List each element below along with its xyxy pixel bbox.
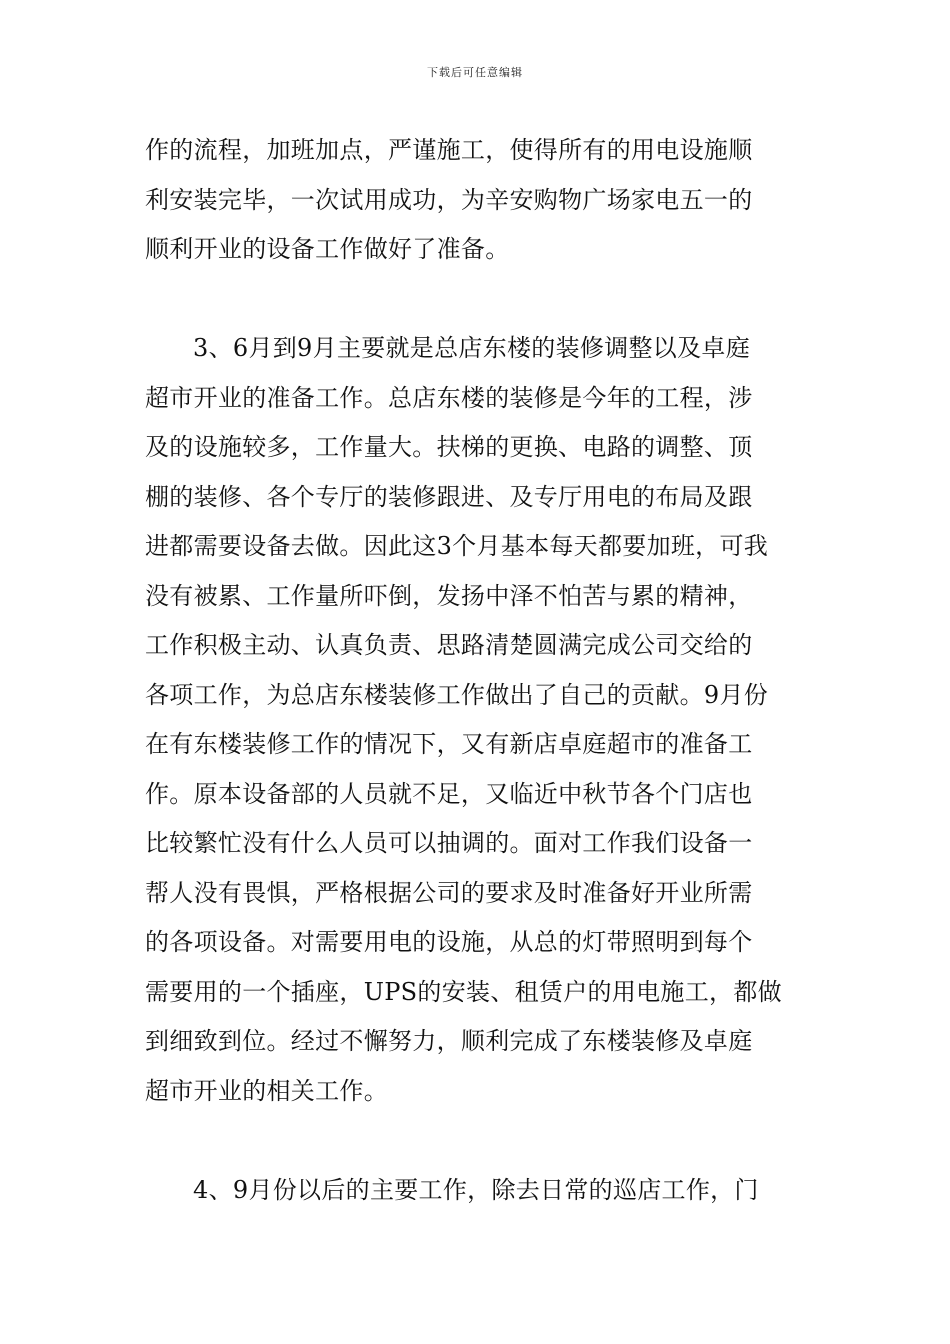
text-line: 需要用的一个插座，UPS的安装、租赁户的用电施工，都做 bbox=[145, 977, 782, 1006]
text-line: 到细致到位。经过不懈努力，顺利完成了东楼装修及卓庭 bbox=[145, 1027, 753, 1055]
text-line: 各项工作，为总店东楼装修工作做出了自己的贡献。9月份 bbox=[145, 680, 769, 709]
text-line: 帮人没有畏惧，严格根据公司的要求及时准备好开业所需 bbox=[145, 878, 753, 907]
text-line: 超市开业的相关工作。 bbox=[145, 1076, 388, 1105]
text-line: 作。原本设备部的人员就不足，又临近中秋节各个门店也 bbox=[145, 779, 753, 808]
text-line: 4、9月份以后的主要工作，除去日常的巡店工作，门 bbox=[193, 1175, 759, 1204]
page-header: 下载后可任意编辑 bbox=[427, 66, 523, 79]
text-line: 作的流程，加班加点，严谨施工，使得所有的用电设施顺 bbox=[145, 136, 753, 164]
paragraph-gap bbox=[145, 1116, 810, 1166]
paragraph-gap bbox=[145, 275, 810, 325]
text-line: 的各项设备。对需要用电的设施，从总的灯带照明到每个 bbox=[145, 928, 753, 956]
paragraph-1 bbox=[145, 126, 810, 275]
paragraph-3 bbox=[145, 1166, 810, 1216]
text-line: 工作积极主动、认真负责、思路清楚圆满完成公司交给的 bbox=[145, 631, 753, 659]
text-line: 在有东楼装修工作的情况下，又有新店卓庭超市的准备工 bbox=[145, 730, 753, 758]
text-line: 超市开业的准备工作。总店东楼的装修是今年的工程，涉 bbox=[145, 383, 753, 412]
text-line: 进都需要设备去做。因此这3个月基本每天都要加班，可我 bbox=[145, 532, 769, 560]
text-line: 没有被累、工作量所吓倒，发扬中泽不怕苦与累的精神， bbox=[145, 581, 753, 610]
text-line: 比较繁忙没有什么人员可以抽调的。面对工作我们设备一 bbox=[145, 829, 753, 857]
document-body bbox=[145, 126, 810, 1215]
text-line: 3、6月到9月主要就是总店东楼的装修调整以及卓庭 bbox=[193, 334, 751, 362]
text-line: 及的设施较多，工作量大。扶梯的更换、电路的调整、顶 bbox=[145, 433, 753, 461]
paragraph-2 bbox=[145, 324, 810, 1116]
text-line: 利安装完毕，一次试用成功，为辛安购物广场家电五一的 bbox=[145, 185, 753, 214]
text-line: 棚的装修、各个专厅的装修跟进、及专厅用电的布局及跟 bbox=[145, 482, 753, 511]
text-line: 顺利开业的设备工作做好了准备。 bbox=[145, 235, 510, 263]
